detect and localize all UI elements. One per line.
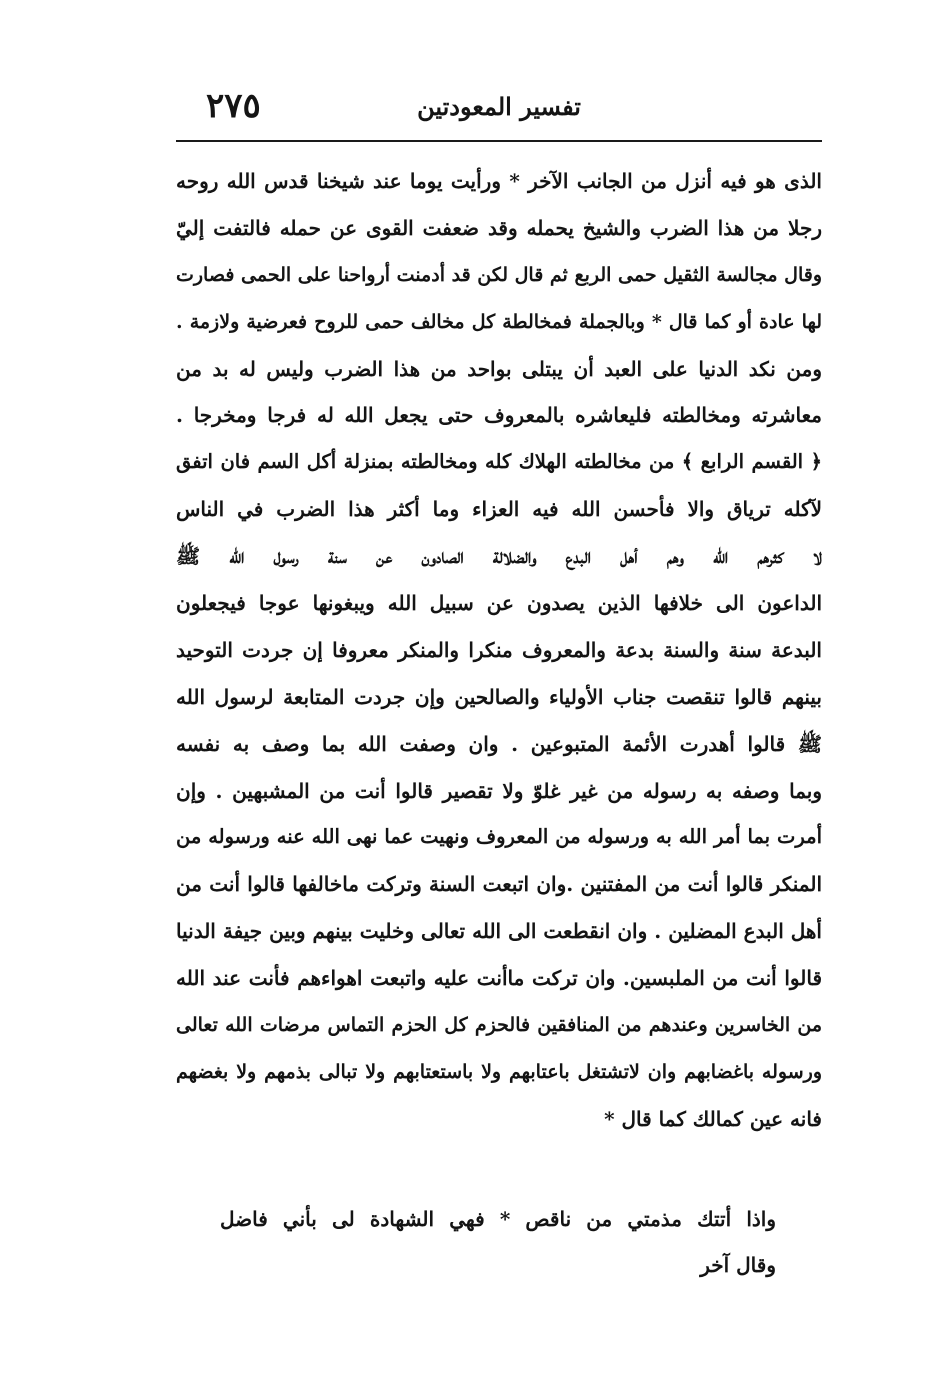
running-title: تفسير المعودتين — [417, 92, 581, 121]
text-line: لها عادة أو كما قال * وبالجملة فمخالطة كل مخالف حمى للروح فعرضية ولازمة . — [176, 310, 822, 333]
text-line: البدعة سنة والسنة بدعة والمعروف منكرا والمنكر معروفا إن جردت التوحيد — [176, 637, 822, 662]
verse-line: واذا أتتك مذمتي من ناقص * فهي الشهادة لى بأني فاضل — [220, 1207, 776, 1231]
verse-line: وقال آخر — [700, 1253, 776, 1277]
text-line: معاشرته ومخالطته فليعاشره بالمعروف حتى يجعل الله له فرجا ومخرجا . — [176, 403, 822, 428]
text-line: ﷺ قالوا أهدرت الأئمة المتبوعين . وان وصفت الله بما وصف به نفسه — [176, 731, 822, 756]
text-line: الذى هو فيه أنزل من الجانب الآخر * ورأيت يوما عند شيخنا قدس الله روحه — [176, 169, 822, 193]
text-line: لا كثرهم الله وهم أهل البدع والضلالة الصادون عن سنة رسول الله ﷺ — [176, 544, 822, 569]
body-text — [176, 158, 822, 1143]
header-divider — [176, 140, 822, 142]
text-line: المنكر قالوا أنت من المفتنين .وان اتبعت السنة وتركت ماخالفها قالوا أنت من — [176, 872, 822, 897]
text-line: ومن نكد الدنيا على العبد أن يبتلى بواحد من هذا الضرب وليس له بد من — [176, 356, 822, 381]
text-line: ورسوله باغضابهم وان لاتشتغل باعتابهم ولا باستعتابهم ولا تبالى بذمهم ولا بغضهم — [176, 1060, 822, 1083]
text-line: أمرت بما أمر الله به ورسوله من المعروف ونهيت عما نهى الله عنه ورسوله من — [176, 825, 822, 849]
text-line: من الخاسرين وعندهم من المنافقين فالحزم كل الحزم التماس مرضات الله تعالى — [176, 1014, 822, 1037]
text-line: قالوا أنت من الملبسين. وان تركت ماأنت عليه واتبعت اهواءهم فأنت عند الله — [176, 966, 822, 991]
text-line: أهل البدع المضلين . وان انقطعت الى الله تعالى وخليت بينهم وبين جيفة الدنيا — [176, 919, 822, 944]
page-number: ٢٧٥ — [206, 86, 261, 126]
text-line: ﴿ القسم الرابع ﴾ من مخالطته الهلاك كله ومخالطته بمنزلة أكل السم فان اتفق — [176, 450, 822, 474]
page-header — [176, 82, 822, 138]
text-line: رجلا من هذا الضرب والشيخ يحمله وقد ضعفت القوى عن حمله فالتفت إليّ — [176, 215, 822, 240]
verse-block — [220, 1196, 776, 1288]
text-line: بينهم قالوا تنقصت جناب الأولياء والصالحين وإن جردت المتابعة لرسول الله — [176, 684, 822, 709]
text-line: الداعون الى خلافها الذين يصدون عن سبيل الله ويبغونها عوجا فيجعلون — [176, 591, 822, 616]
text-line: وبما وصفه به رسوله من غير غلوّ ولا تقصير قالوا أنت من المشبهين . وإن — [176, 778, 822, 803]
text-line: فانه عين كمالك كما قال * — [604, 1106, 822, 1131]
text-line: لآكله ترياق والا فأحسن الله فيه العزاء وما أكثر هذا الضرب في الناس — [176, 497, 822, 522]
text-line: وقال مجالسة الثقيل حمى الربع ثم قال لكن قد أدمنت أرواحنا على الحمى فصارت — [176, 263, 822, 286]
